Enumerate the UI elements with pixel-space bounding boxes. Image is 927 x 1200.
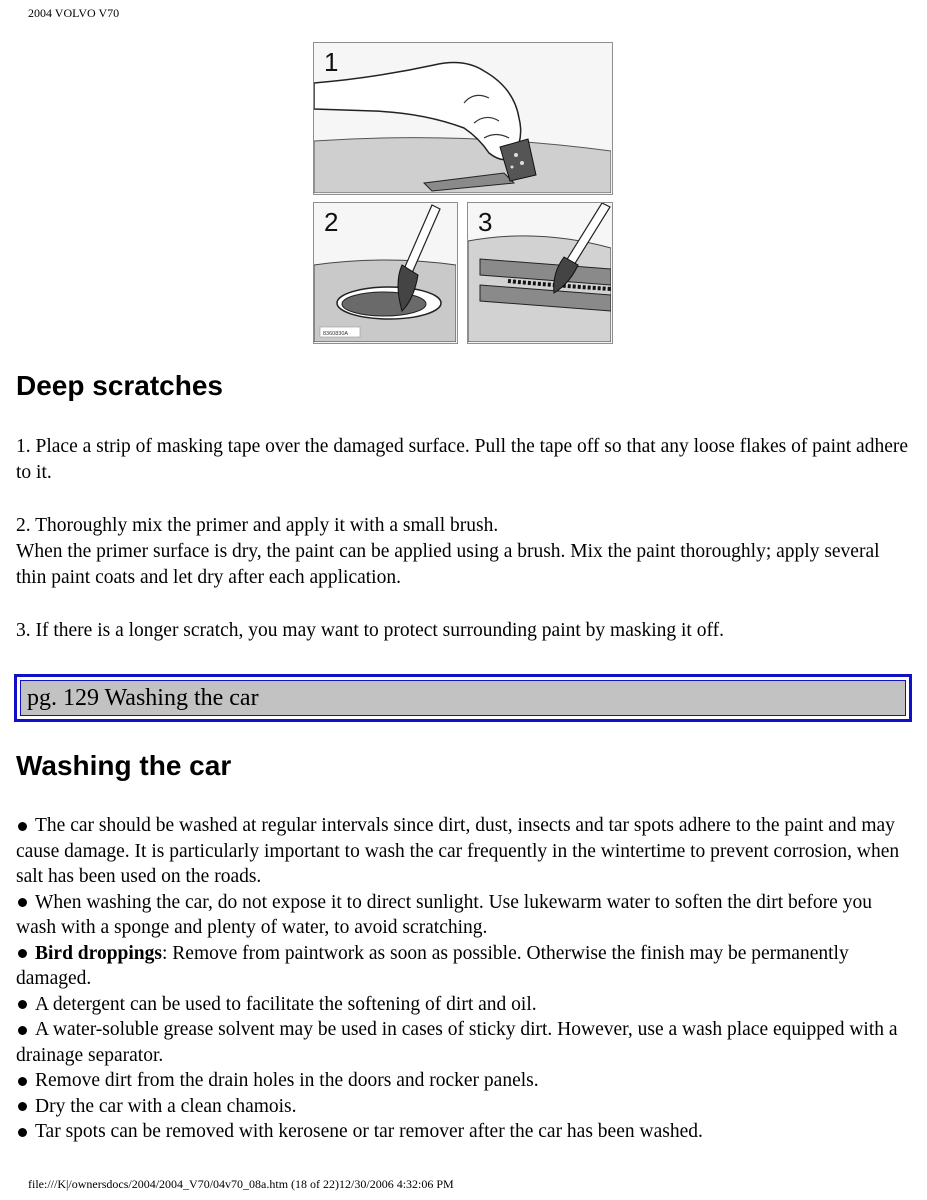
- list-item: [16, 813, 911, 890]
- bullet-icon: [18, 1026, 27, 1035]
- list-item: [16, 1068, 911, 1094]
- list-item: [16, 992, 911, 1018]
- document-footer: file:///K|/ownersdocs/2004/2004_V70/04v70_08a.htm (18 of 22)12/30/2006 4:32:06 PM: [28, 1177, 454, 1191]
- deep-scratches-heading: Deep scratches: [16, 370, 224, 401]
- list-item-text: : Remove from paintwork as soon as possible. Otherwise the finish may be permanently damaged.: [16, 942, 849, 989]
- bullet-icon: [18, 898, 27, 907]
- list-item: [16, 1119, 911, 1145]
- bullet-icon: [18, 1128, 27, 1137]
- step-2-block: [16, 513, 911, 591]
- list-item: [16, 1094, 911, 1120]
- list-item-text: A detergent can be used to facilitate the softening of dirt and oil.: [35, 993, 537, 1015]
- page-link-label[interactable]: pg. 129 Washing the car: [20, 680, 906, 716]
- list-item-text: When washing the car, do not expose it to direct sunlight. Use lukewarm water to soften the dirt before you wash with a sponge and plenty of water, to avoid scratching.: [16, 891, 872, 938]
- document-header: 2004 VOLVO V70: [28, 6, 120, 20]
- list-item-text: A water-soluble grease solvent may be used in cases of sticky dirt. However, use a wash place equipped with a drainage separator.: [16, 1019, 898, 1066]
- list-item-text: The car should be washed at regular intervals since dirt, dust, insects and tar spots adhere to the paint and may cause damage. It is particularly important to wash the car frequently in the wintertime to prevent corrosion, when salt has been used on the roads.: [16, 815, 900, 887]
- washing-list: [16, 813, 911, 1145]
- masking-tape-drawing: [314, 43, 611, 193]
- primer-brush-drawing: [314, 203, 456, 342]
- panel-number-3: 3: [478, 207, 493, 237]
- masked-scratch-drawing: [468, 203, 611, 342]
- step-3-text: 3. If there is a longer scratch, you may want to protect surrounding paint by masking it off.: [16, 620, 724, 641]
- page-link-bar[interactable]: [14, 674, 912, 722]
- step-2-text: 2. Thoroughly mix the primer and apply it with a small brush.: [16, 515, 499, 536]
- scratch-repair-illustration: [313, 42, 613, 344]
- step-2-detail-text: When the primer surface is dry, the paint can be applied using a brush. Mix the paint thoroughly; apply several thin paint coats and let dry after each application.: [16, 541, 880, 588]
- step-1-text: 1. Place a strip of masking tape over the damaged surface. Pull the tape off so that any loose flakes of paint adhere to it.: [16, 436, 909, 483]
- washing-heading: Washing the car: [16, 750, 232, 781]
- panel-number-1: 1: [324, 47, 339, 77]
- list-item-text: Dry the car with a clean chamois.: [35, 1095, 297, 1117]
- list-item-bold-label: Bird droppings: [35, 942, 162, 964]
- bullet-icon: [18, 1000, 27, 1009]
- bullet-icon: [18, 1077, 27, 1086]
- list-item-text: Tar spots can be removed with kerosene or tar remover after the car has been washed.: [35, 1121, 703, 1142]
- bullet-icon: [18, 1102, 27, 1111]
- illustration-panel-1: [313, 42, 613, 195]
- list-item: [16, 941, 911, 992]
- list-item-text: Remove dirt from the drain holes in the doors and rocker panels.: [35, 1070, 539, 1091]
- illustration-panel-2: [313, 202, 458, 344]
- list-item: [16, 890, 911, 941]
- list-item: [16, 1017, 911, 1068]
- bullet-icon: [18, 822, 27, 831]
- illustration-panel-3: [467, 202, 613, 344]
- panel-number-2: 2: [324, 207, 339, 237]
- bullet-icon: [18, 949, 27, 958]
- figure-code: 8360830A: [323, 331, 349, 337]
